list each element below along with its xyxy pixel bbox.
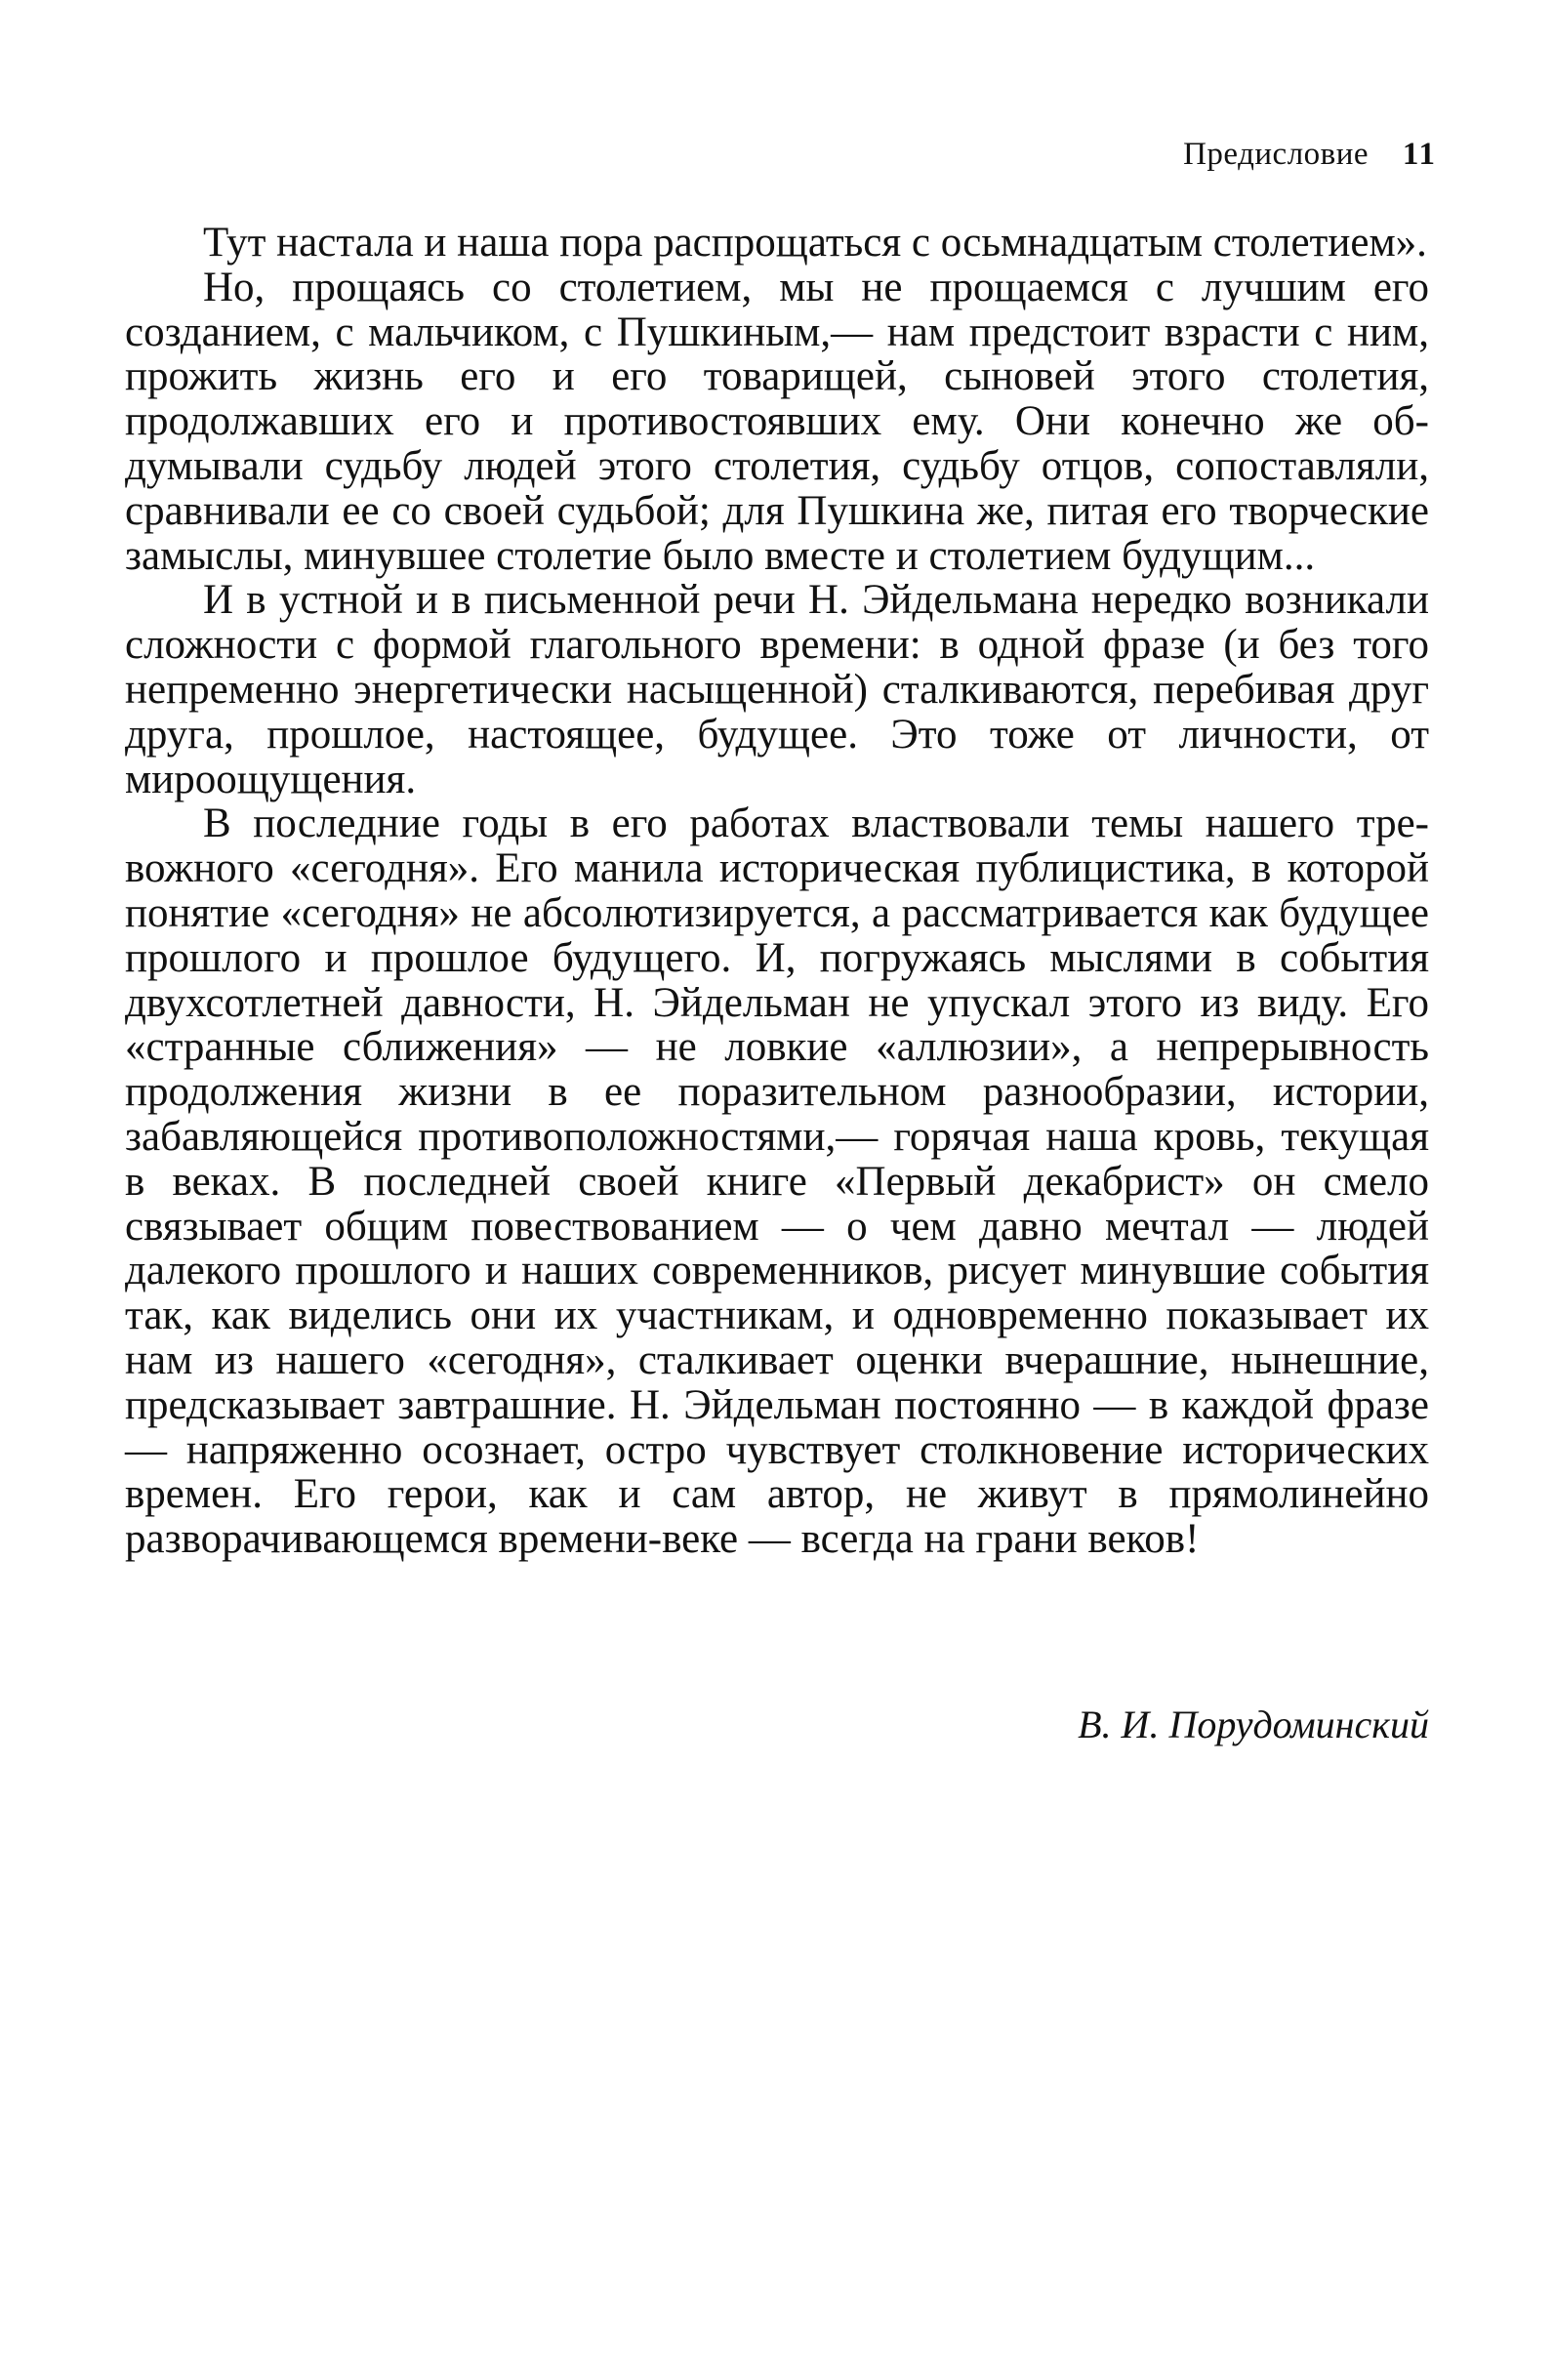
paragraph: Но, прощаясь со столетием, мы не прощаемся с лучшим его созданием, с мальчиком, с Пушкиным,— нам предстоит взрасти с ним, прожить жизнь его и его товарищей, сыновей этого столетия, продолжавших его и противостоявших ему. Они конечно же обдумывали судьбу людей этого столетия, судьбу отцов, сопоставляли, сравнивали ее со своей судьбой; для Пушкина же, питая его творческие замыслы, минувшее столетие было вместе и столетием будущим... [125, 264, 1429, 579]
page-number: 11 [1402, 137, 1437, 172]
paragraph: В последние годы в его работах властвовали темы нашего тревожного «сегодня». Его манила историческая публицистика, в которой понятие «сегодня» не абсолютизируется, а рассматривается как будущее прошлого и прошлое будущего. И, погружаясь мыслями в события двухсотлетней давности, Н. Эйдельман не упускал этого из виду. Его «странные сближения» — не ловкие «аллюзии», а непрерывность продолжения жизни в ее поразительном разнообразии, истории, забавляющейся противоположностями,— горячая наша кровь, текущая в веках. В последней своей книге «Первый декабрист» он смело связывает общим повествованием — о чем давно мечтал — людей далекого прошлого и наших современников, рисует минувшие события так, как виделись они их участникам, и одновременно показывает их нам из нашего «сегодня», сталкивает оценки вчерашние, нынешние, предсказывает завтрашние. Н. Эйдельман постоянно — в каждой фразе — напряженно осознает, остро чувствует столкновение исторических времен. Его герои, как и сам автор, не живут в прямолинейно разворачивающемся времени-веке — всегда на грани веков! [125, 800, 1429, 1563]
body-text [125, 221, 1429, 1562]
author-signature: В. И. Порудоминский [1078, 1703, 1429, 1746]
running-head-title: Предисловие [1183, 137, 1370, 172]
paragraph: И в устной и в письменной речи Н. Эйдельмана нередко возникали сложности с формой глагольного времени: в одной фразе (и без того непременно энергетически насыщенной) сталкиваются, перебивая друг друга, прошлое, настоящее, будущее. Это тоже от личности, от мироощущения. [125, 577, 1429, 802]
running-head [1183, 137, 1437, 173]
paragraph: Тут настала и наша пора распрощаться с осьмнадцатым столетием». [203, 220, 1427, 266]
